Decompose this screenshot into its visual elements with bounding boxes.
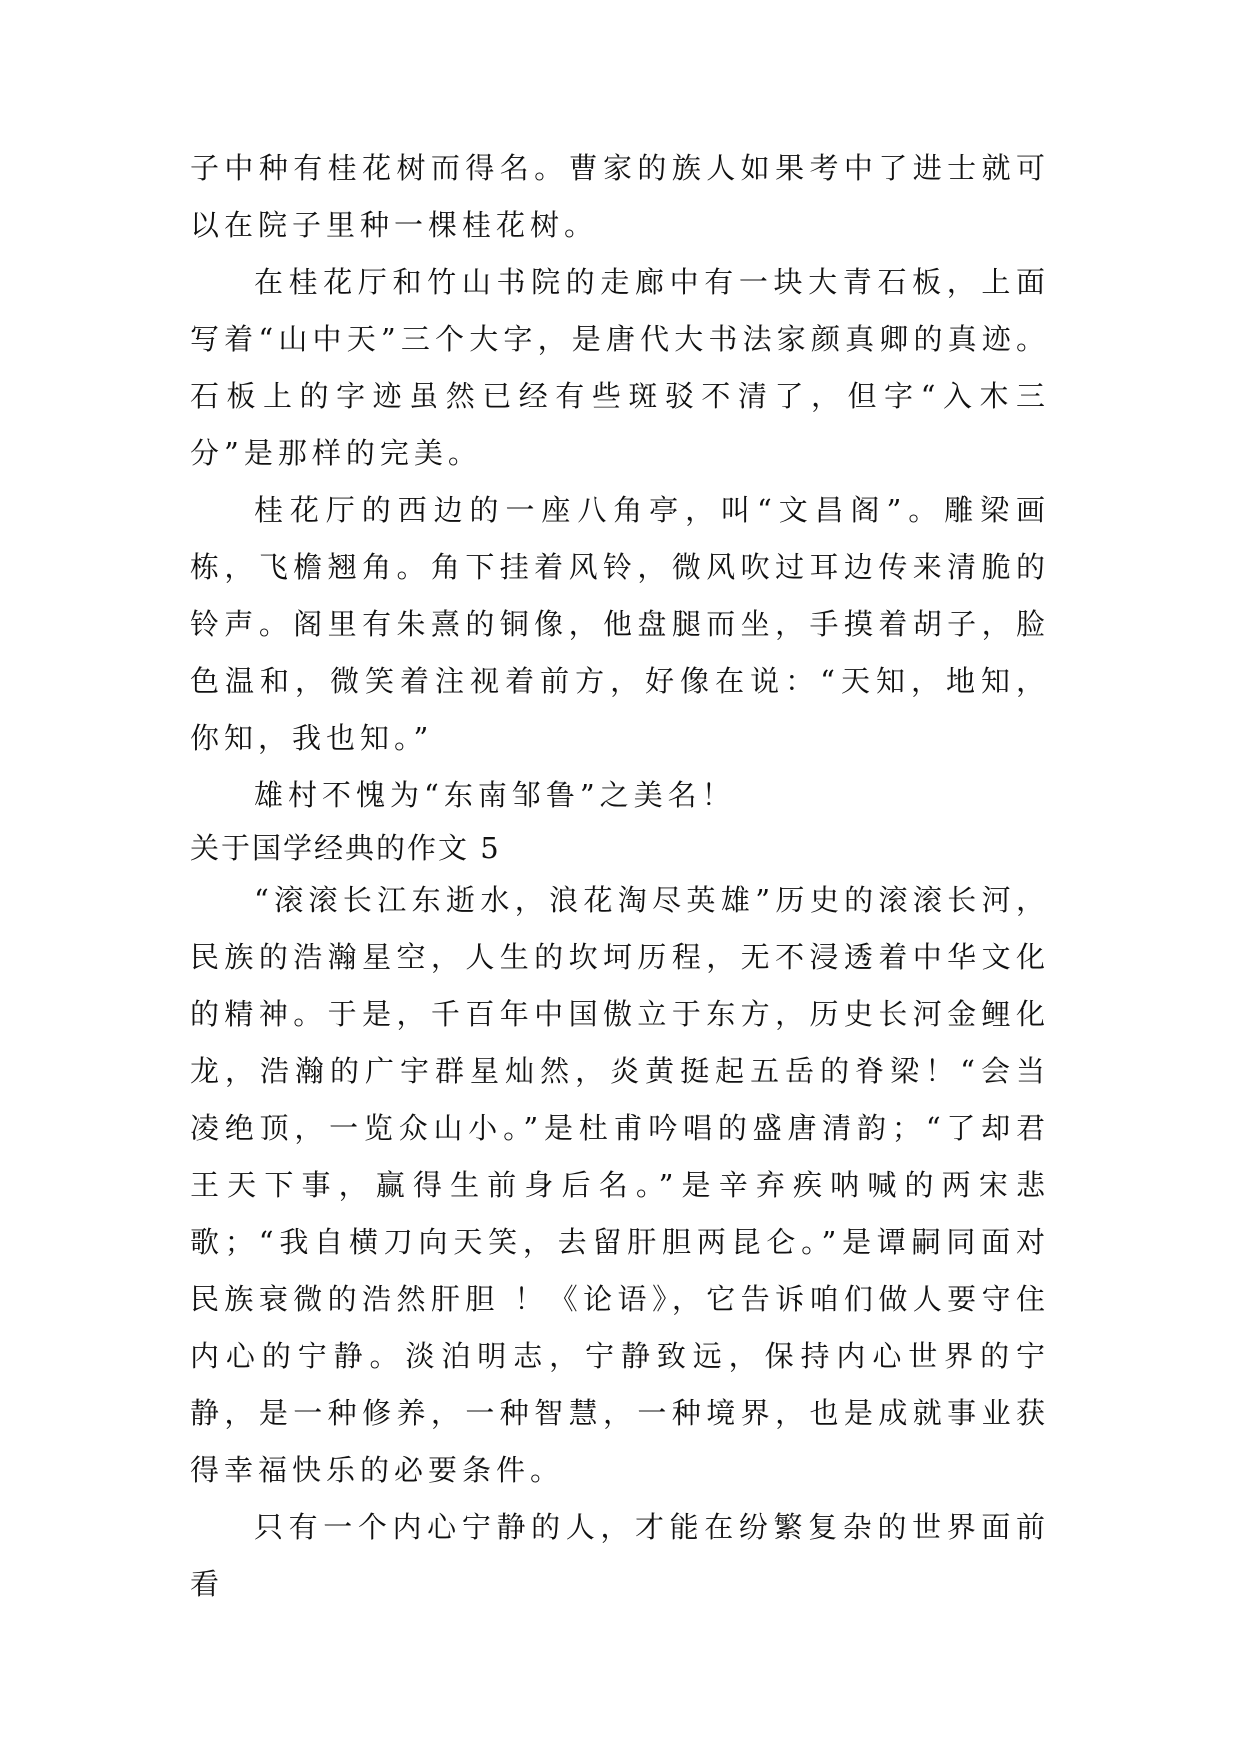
section-heading: 关于国学经典的作文 5: [190, 831, 501, 865]
paragraph-inner-peace: 只有一个内心宁静的人，才能在纷繁复杂的世界面前看: [190, 1510, 1050, 1601]
paragraph-stone-tablet: 在桂花厅和竹山书院的走廊中有一块大青石板，上面写着“山中天”三个大字，是唐代大书法家颜真卿的真迹。石板上的字迹虽然已经有些斑驳不清了，但字“入木三分”是那样的完美。: [190, 265, 1050, 470]
paragraph-pavilion: 桂花厅的西边的一座八角亭，叫“文昌阁”。雕梁画栋，飞檐翘角。角下挂着风铃，微风吹过耳边传来清脆的铃声。阁里有朱熹的铜像，他盘腿而坐，手摸着胡子，脸色温和，微笑着注视着前方，好像在说：“天知，地知，你知，我也知。”: [190, 493, 1050, 755]
paragraph-continuation: 子中种有桂花树而得名。曹家的族人如果考中了进士就可以在院子里种一棵桂花树。: [190, 151, 1050, 242]
paragraph-classics-intro: “滚滚长江东逝水，浪花淘尽英雄”历史的滚滚长河，民族的浩瀚星空，人生的坎坷历程，无不浸透着中华文化的精神。于是，千百年中国傲立于东方，历史长河金鲤化龙，浩瀚的广宇群星灿然，炎黄挺起五岳的脊梁！“会当凌绝顶，一览众山小。”是杜甫吟唱的盛唐清韵；“了却君王天下事，赢得生前身后名。”是辛弃疾呐喊的两宋悲歌；“我自横刀向天笑，去留肝胆两昆仑。”是谭嗣同面对民族衰微的浩然肝胆 ！《论语》，它告诉咱们做人要守住内心的宁静。淡泊明志，宁静致远，保持内心世界的宁静，是一种修养，一种智慧，一种境界，也是成就事业获得幸福快乐的必要条件。: [190, 883, 1050, 1487]
document-body: [190, 140, 1050, 1613]
paragraph-village-praise: 雄村不愧为“东南邹鲁”之美名！: [254, 778, 736, 812]
